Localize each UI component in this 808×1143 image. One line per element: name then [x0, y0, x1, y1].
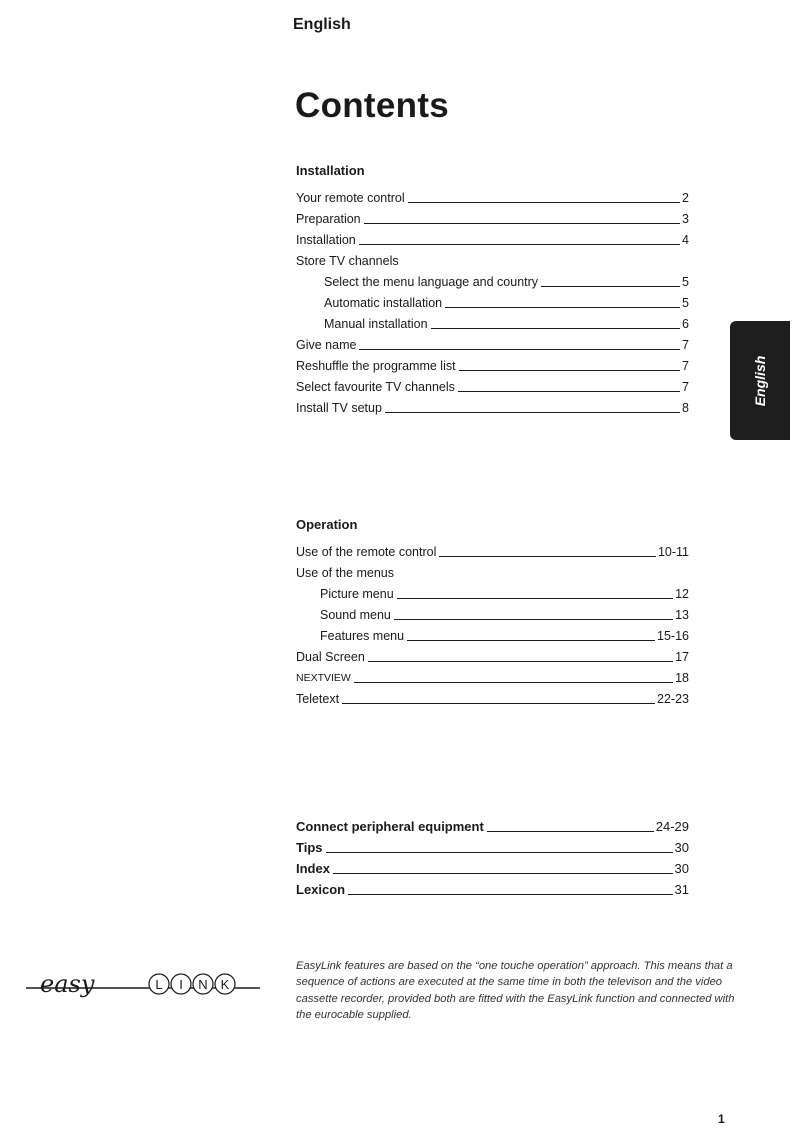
toc-entry[interactable]: [296, 332, 689, 353]
toc-label: Dual Screen: [296, 650, 365, 664]
toc-label: Tips: [296, 840, 323, 855]
toc-label: Reshuffle the programme list: [296, 359, 456, 373]
toc-leader: [348, 894, 672, 895]
toc-entry[interactable]: [296, 395, 689, 416]
toc-page: 2: [682, 191, 689, 205]
toc-label: Lexicon: [296, 882, 346, 897]
toc-entry[interactable]: [296, 814, 689, 835]
toc-entry[interactable]: [296, 665, 689, 686]
toc-leader: [487, 831, 654, 832]
toc-page: 30: [674, 840, 689, 855]
toc-label: Use of the remote control: [296, 545, 437, 559]
toc-entry[interactable]: [296, 686, 689, 707]
toc-page: 5: [682, 296, 689, 310]
toc-label: Install TV setup: [296, 401, 382, 415]
toc-label: Index: [296, 861, 330, 876]
easylink-logo: [24, 962, 264, 1008]
toc-leader: [342, 703, 655, 704]
toc-leader: [385, 412, 680, 413]
toc-entry[interactable]: [296, 353, 689, 374]
toc-page: 31: [674, 882, 689, 897]
toc-leader: [458, 391, 680, 392]
toc-page: 6: [682, 317, 689, 331]
logo-letter: I: [179, 977, 183, 992]
toc-leader: [397, 598, 673, 599]
toc-page: 24-29: [655, 819, 689, 834]
toc-entry[interactable]: [296, 644, 689, 665]
toc-leader: [407, 640, 655, 641]
installation-toc: [296, 185, 689, 416]
toc-entry[interactable]: [296, 227, 689, 248]
toc-label: Installation: [296, 233, 356, 247]
toc-label: Picture menu: [320, 587, 394, 601]
toc-label: Preparation: [296, 212, 361, 226]
toc-entry[interactable]: [296, 539, 689, 560]
toc-leader: [445, 307, 680, 308]
toc-page: 13: [675, 608, 689, 622]
toc-leader: [459, 370, 680, 371]
operation-section: [296, 514, 689, 707]
toc-leader: [326, 852, 673, 853]
logo-letter: L: [155, 977, 163, 992]
toc-leader: [354, 682, 673, 683]
toc-label: Connect peripheral equipment: [296, 819, 484, 834]
toc-entry[interactable]: [296, 877, 689, 898]
toc-entry[interactable]: [296, 185, 689, 206]
other-toc: [296, 814, 689, 898]
toc-label: Select the menu language and country: [324, 275, 539, 289]
page-number: 1: [718, 1112, 725, 1126]
page-title: Contents: [295, 86, 450, 125]
toc-entry[interactable]: [296, 835, 689, 856]
toc-page: 3: [682, 212, 689, 226]
toc-page: 7: [682, 338, 689, 352]
toc-leader: [394, 619, 673, 620]
header-language: English: [293, 16, 351, 33]
toc-leader: [541, 286, 680, 287]
toc-label: Give name: [296, 338, 357, 352]
toc-page: 30: [674, 861, 689, 876]
toc-page: 22-23: [657, 692, 689, 706]
toc-leader: [368, 661, 673, 662]
toc-page: 7: [682, 380, 689, 394]
logo-letter: K: [220, 977, 230, 992]
toc-page: 8: [682, 401, 689, 415]
toc-page: 15-16: [657, 629, 689, 643]
toc-entry[interactable]: [296, 560, 689, 581]
toc-leader: [364, 223, 680, 224]
toc-entry[interactable]: [296, 856, 689, 877]
toc-page: 10-11: [657, 545, 689, 559]
toc-leader: [431, 328, 681, 329]
toc-label: Features menu: [320, 629, 405, 643]
toc-entry[interactable]: [296, 269, 689, 290]
toc-label: Your remote control: [296, 191, 405, 205]
toc-page: 5: [682, 275, 689, 289]
toc-entry[interactable]: [296, 290, 689, 311]
toc-page: 17: [675, 650, 689, 664]
installation-heading: Installation: [296, 163, 365, 178]
toc-entry[interactable]: [296, 311, 689, 332]
toc-entry[interactable]: [296, 248, 689, 269]
side-tab-label: English: [752, 355, 768, 406]
toc-label: Use of the menus: [296, 566, 394, 580]
logo-script: easy: [40, 970, 95, 998]
operation-heading: Operation: [296, 517, 358, 532]
toc-leader: [359, 244, 680, 245]
toc-label: Select favourite TV channels: [296, 380, 455, 394]
toc-label: Automatic installation: [324, 296, 443, 310]
toc-label: Sound menu: [320, 608, 391, 622]
toc-leader: [359, 349, 680, 350]
language-side-tab: [730, 321, 790, 440]
logo-letter: N: [198, 977, 208, 992]
toc-entry[interactable]: [296, 623, 689, 644]
toc-label: NEXTVIEW: [296, 672, 351, 684]
toc-page: 4: [682, 233, 689, 247]
toc-label: Teletext: [296, 692, 340, 706]
toc-entry[interactable]: [296, 581, 689, 602]
other-section: [296, 810, 689, 898]
installation-section: [296, 160, 689, 416]
toc-entry[interactable]: [296, 206, 689, 227]
toc-leader: [408, 202, 680, 203]
easylink-note: EasyLink features are based on the “one touche operation” approach. This means that a sequence of actions are executed at the same time in both the televison and the video cassette recorder, provided both are fitted with the EasyLink function and connected with the eurocable supplied.: [296, 960, 735, 1022]
toc-leader: [439, 556, 656, 557]
toc-label: Manual installation: [324, 317, 428, 331]
toc-entry[interactable]: [296, 374, 689, 395]
toc-page: 18: [675, 671, 689, 685]
toc-label: Store TV channels: [296, 254, 399, 268]
operation-toc: [296, 539, 689, 707]
toc-leader: [333, 873, 673, 874]
toc-page: 7: [682, 359, 689, 373]
toc-page: 12: [675, 587, 689, 601]
toc-entry[interactable]: [296, 602, 689, 623]
